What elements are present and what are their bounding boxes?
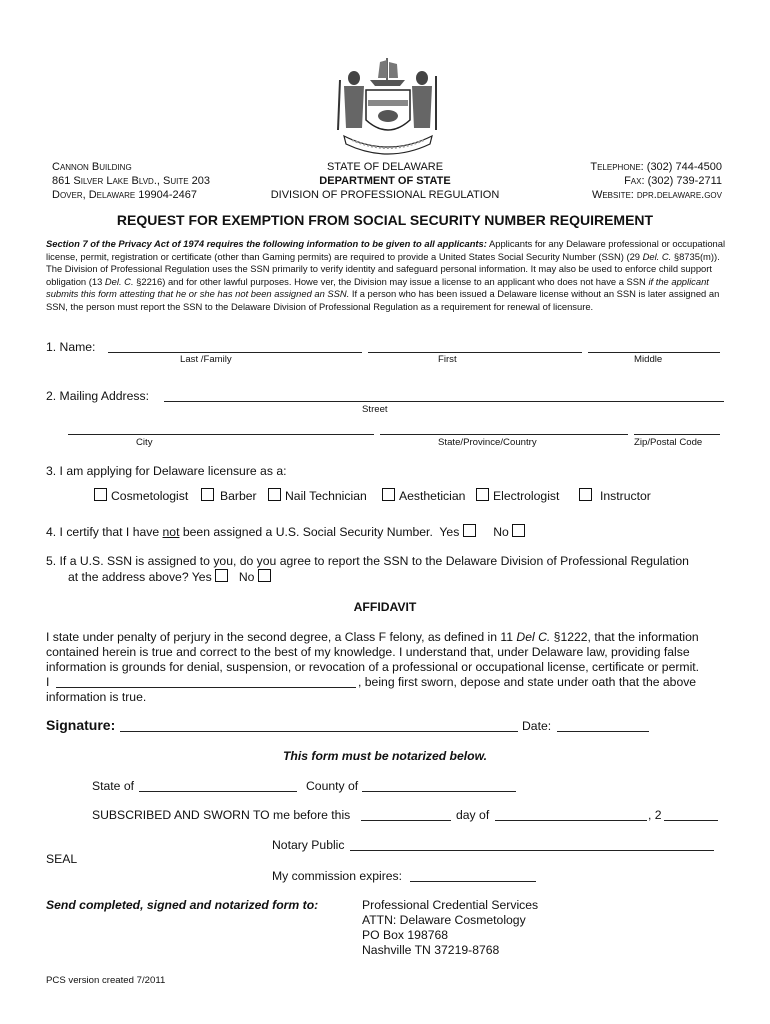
option-cosmetologist[interactable]	[94, 488, 188, 504]
affidavit-line: I	[46, 675, 50, 689]
checkbox[interactable]	[268, 488, 281, 501]
option-electrologist[interactable]	[476, 488, 559, 504]
affidavit-line: information is grounds for denial, suspension, or revocation of a professional or occupational license, certificate or permit.	[46, 660, 700, 674]
affidavit-line	[46, 630, 699, 645]
commission-label: My commission expires:	[272, 869, 403, 883]
affidavit-line: , being first sworn, depose and state under oath that the above	[358, 675, 697, 689]
q4-text: been assigned a U.S. Social Security Number.	[179, 525, 433, 539]
seal-label: SEAL	[46, 852, 78, 866]
year-label: , 2	[648, 808, 662, 822]
first-name-caption: First	[438, 354, 457, 365]
q4-yes-checkbox[interactable]	[463, 524, 476, 537]
affidavit-text: I state under penalty of perjury in the second degree, a Class F felony, as defined in 11	[46, 630, 517, 644]
zip-caption: Zip/Postal Code	[634, 437, 703, 448]
option-nail-technician[interactable]	[268, 488, 367, 504]
checkbox[interactable]	[94, 488, 107, 501]
send-label: Send completed, signed and notarized form to:	[46, 898, 319, 912]
header-department: DEPARTMENT OF STATE	[319, 175, 451, 187]
header-address-line: Dover, Delaware 19904-2467	[52, 189, 197, 201]
privacy-cite: Del. C.	[104, 275, 134, 287]
date-label: Date:	[522, 719, 552, 733]
header-telephone: Telephone: (302) 744-4500	[590, 161, 722, 173]
privacy-text: §2216) and for other lawful purposes. Howe ver, the Division may issue a license to an applicant who does not have a SSN	[133, 275, 649, 287]
option-label: Instructor	[600, 489, 651, 503]
affidavit-cite: Del C.	[516, 630, 551, 644]
affiant-name-field[interactable]	[56, 687, 356, 688]
header-state: STATE OF DELAWARE	[326, 161, 444, 173]
privacy-cite: Del. C.	[642, 250, 672, 262]
affidavit-line: contained herein is true and correct to the best of my knowledge. I understand that, under Delaware law, providing false	[46, 645, 690, 659]
q3-label: 3. I am applying for Delaware licensure as a:	[46, 464, 287, 478]
state-province-field[interactable]	[380, 434, 628, 435]
address-line: Professional Credential Services	[362, 898, 539, 912]
day-of-label: day of	[456, 808, 490, 822]
q5-text: at the address above?	[68, 570, 189, 584]
checkbox[interactable]	[201, 488, 214, 501]
option-barber[interactable]	[201, 488, 257, 504]
notary-state-field[interactable]	[139, 791, 297, 792]
option-aesthetician[interactable]	[382, 488, 465, 504]
option-label: Aesthetician	[399, 489, 466, 503]
header-address	[52, 160, 210, 202]
address-line: ATTN: Delaware Cosmetology	[362, 913, 526, 927]
q4-yes-label: Yes	[439, 525, 460, 539]
q5-no-checkbox[interactable]	[258, 569, 271, 582]
zip-field[interactable]	[634, 434, 720, 435]
q5-yes-checkbox[interactable]	[215, 569, 228, 582]
city-field[interactable]	[68, 434, 374, 435]
option-label: Barber	[220, 489, 257, 503]
notarize-note: This form must be notarized below.	[282, 749, 488, 763]
first-name-field[interactable]	[368, 352, 582, 353]
street-caption: Street	[362, 404, 388, 415]
header-agency	[260, 160, 510, 202]
notary-month-field[interactable]	[495, 820, 647, 821]
middle-name-caption: Middle	[634, 354, 663, 365]
city-caption: City	[136, 437, 153, 448]
date-field[interactable]	[557, 731, 649, 732]
subscribed-label: SUBSCRIBED AND SWORN TO me before this	[92, 808, 351, 822]
affidavit-text: §1222, that the information	[550, 630, 699, 644]
q4-question	[46, 524, 529, 540]
privacy-notice	[46, 238, 728, 314]
affidavit-heading: AFFIDAVIT	[353, 600, 417, 614]
commission-expires-field[interactable]	[410, 881, 536, 882]
header-address-line: 861 Silver Lake Blvd., Suite 203	[52, 175, 210, 187]
middle-name-field[interactable]	[588, 352, 720, 353]
header-contact	[540, 160, 722, 202]
address-line: Nashville TN 37219-8768	[362, 943, 500, 957]
checkbox[interactable]	[476, 488, 489, 501]
q4-text: 4. I certify that I have	[46, 525, 163, 539]
checkbox[interactable]	[579, 488, 592, 501]
state-caption: State/Province/Country	[438, 437, 537, 448]
q4-not: not	[162, 525, 180, 539]
notary-county-field[interactable]	[362, 791, 516, 792]
q2-label: 2. Mailing Address:	[46, 389, 149, 403]
last-name-field[interactable]	[108, 352, 362, 353]
privacy-italic: if the applicant submits this form attesting that he or she has not been assigned an SSN.	[46, 275, 709, 300]
mailing-address-block	[362, 898, 538, 958]
header-website: Website: dpr.delaware.gov	[591, 189, 722, 201]
county-of-label: County of	[306, 779, 359, 793]
state-of-label: State of	[92, 779, 135, 793]
option-label: Electrologist	[493, 489, 560, 503]
address-line: PO Box 198768	[362, 928, 449, 942]
notary-year-field[interactable]	[664, 820, 718, 821]
privacy-text: §8735(m)). The Division of Professional Regulation uses the SSN primarily to verify identity and safeguard personal information. It may also be used to enforce child support obligation (13	[46, 250, 720, 287]
signature-label: Signature:	[46, 717, 116, 733]
q1-label: 1. Name:	[46, 340, 96, 354]
q5-question-line2	[68, 569, 275, 585]
privacy-text: If a person who has been issued a Delaware license without an SSN is later assigned an SSN, the person must report the SSN to the Delaware Division of Professional Regulation as a requirement for renewal of licensure.	[46, 288, 720, 312]
footer-version: PCS version created 7/2011	[46, 975, 166, 986]
notary-public-field[interactable]	[350, 850, 714, 851]
state-seal-image	[330, 50, 445, 162]
form-title: REQUEST FOR EXEMPTION FROM SOCIAL SECURITY NUMBER REQUIREMENT	[116, 212, 654, 228]
notary-day-field[interactable]	[361, 820, 451, 821]
signature-field[interactable]	[120, 731, 518, 732]
privacy-lead: Section 7 of the Privacy Act of 1974 requires the following information to be given to all applicants:	[46, 238, 487, 249]
option-label: Nail Technician	[285, 489, 367, 503]
last-name-caption: Last /Family	[180, 354, 232, 365]
q5-yes-label: Yes	[191, 570, 212, 584]
affidavit-line: information is true.	[46, 690, 147, 704]
header-fax: Fax: (302) 739-2711	[624, 175, 722, 187]
street-field[interactable]	[164, 401, 724, 402]
checkbox[interactable]	[382, 488, 395, 501]
header-address-line: Cannon Building	[52, 161, 132, 173]
notary-public-label: Notary Public	[272, 838, 345, 852]
q4-no-checkbox[interactable]	[512, 524, 525, 537]
header-division: DIVISION OF PROFESSIONAL REGULATION	[270, 189, 500, 201]
option-label: Cosmetologist	[111, 489, 189, 503]
q5-question-line1: 5. If a U.S. SSN is assigned to you, do you agree to report the SSN to the Delaware Division of Professional Regulation	[46, 554, 689, 568]
privacy-text: Applicants for any Delaware professional or occupational license, permit, registration or certificate (other than Gaming permits) are required to provide a United States Social Security Number (SSN) (29	[46, 238, 726, 262]
option-instructor[interactable]	[579, 488, 651, 504]
q4-no-label: No	[493, 525, 509, 539]
q5-no-label: No	[238, 570, 255, 584]
